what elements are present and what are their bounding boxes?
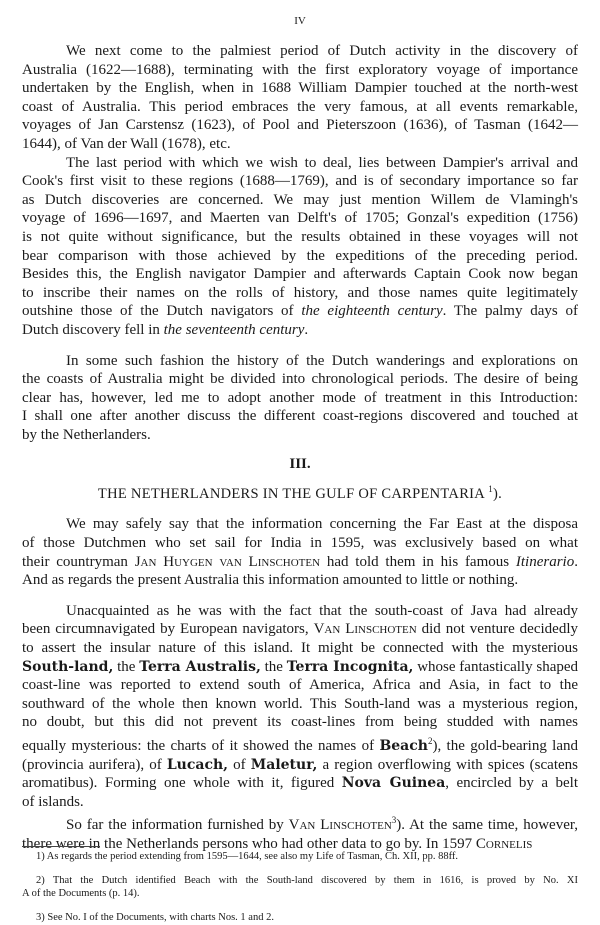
text-line xyxy=(22,732,578,756)
text-line xyxy=(22,426,578,445)
paragraph xyxy=(22,602,578,812)
text-line xyxy=(22,247,578,266)
intro-paragraphs xyxy=(22,42,578,444)
text-run: 2) That the Dutch identified Beach with the South-land discovered by them in 1616, is proved by No. XI xyxy=(36,875,578,887)
text-run: . xyxy=(304,321,309,338)
text-run: as Dutch discoveries are concerned. We may just mention Willem de Vlamingh's xyxy=(22,191,578,208)
text-run: 1) As regards the period extending from 1595—1644, see also my Life of Tasman, Ch. XII, pp. 88ff. xyxy=(36,851,458,862)
page-number: IV xyxy=(294,15,306,27)
text-run: voyages of Jan Carstensz (1623), of Pool and Pieterszoon (1636), of Tasman (1642— xyxy=(22,117,578,134)
text-line xyxy=(22,534,578,553)
text-run: been circumnavigated by European navigators, xyxy=(22,621,314,638)
section-number: III. xyxy=(289,456,311,473)
text-line xyxy=(22,265,578,284)
text-line xyxy=(22,515,578,534)
text-run: Dutch discovery fell in xyxy=(22,321,164,338)
text-run: by the Netherlanders. xyxy=(22,426,151,443)
text-run: I shall one after another discuss the different coast-regions discovered and touched at xyxy=(22,408,578,425)
text-line xyxy=(22,154,578,173)
text-run: bear comparison with those achieved by the expeditions of the preceding period. xyxy=(22,247,578,264)
italic-text: Itinerario xyxy=(515,553,575,570)
text-run: voyage of 1696—1697, and Maerten van Delft's of 1705; Gonzal's expedition (1756) xyxy=(22,210,578,227)
text-run: And as regards the present Australia this information amounted to little or nothing. xyxy=(22,572,519,589)
text-line xyxy=(22,553,578,572)
text-run: 1644), of Van der Wall (1678), etc. xyxy=(22,135,231,152)
bold-place-name: Beach xyxy=(379,738,428,755)
text-run: to assert the insular nature of this island. It might be connected with the mysterious xyxy=(22,640,578,657)
footnotes xyxy=(22,851,578,925)
bold-place-name: Maletur, xyxy=(250,756,318,773)
text-line xyxy=(22,389,578,408)
text-line xyxy=(22,756,578,775)
text-run: , encircled by a belt xyxy=(445,775,578,792)
footnote-divider xyxy=(22,846,100,847)
text-line xyxy=(22,875,578,887)
small-caps-name: Van Linschoten xyxy=(313,621,417,638)
text-run: whose fantastically shaped xyxy=(413,658,579,675)
text-run: equally mysterious: the charts of it showed the names of xyxy=(22,738,380,755)
text-line xyxy=(22,98,578,117)
paragraph xyxy=(22,515,578,589)
paragraph xyxy=(22,811,578,853)
text-run: We may safely say that the information concerning the Far East at the disposa xyxy=(66,516,578,533)
text-run: coast of Australia. This period embraces the very famous, at all events remarkable, xyxy=(22,98,578,115)
text-line xyxy=(22,61,578,80)
text-run: had told them in his famous xyxy=(320,553,516,570)
text-run: coast-line was reported to extend south of America, Africa and Asia, in fact to the xyxy=(22,677,578,694)
footnote-ref[interactable]: 1 xyxy=(488,484,494,495)
section-paragraphs xyxy=(22,515,578,853)
text-run: Cook's first visit to these regions (1688—1769), and is of secondary importance so far xyxy=(22,173,578,190)
text-run: We next come to the palmiest period of Dutch activity in the discovery of xyxy=(66,43,578,59)
text-run: is not quite without significance, but the results obtained in these voyages will not xyxy=(22,228,578,245)
text-run: In some such fashion the history of the Dutch wanderings and explorations on xyxy=(66,352,578,369)
text-run: to inscribe their names on the rolls of history, and those names quite legitimately xyxy=(22,284,578,301)
paragraph xyxy=(22,352,578,445)
text-line xyxy=(22,620,578,639)
text-run: there were in the Netherlands persons who had other data to go by. In 1597 xyxy=(22,835,476,852)
text-run: (provincia aurifera), of xyxy=(22,756,167,773)
paragraph xyxy=(22,154,578,340)
text-line xyxy=(22,321,578,340)
small-caps-name: Cornelis xyxy=(475,835,533,852)
text-line xyxy=(22,302,578,321)
bold-place-name: Nova Guinea xyxy=(341,775,446,792)
text-line xyxy=(22,774,578,793)
text-run: Unacquainted as he was with the fact that the south-coast of Java had already xyxy=(66,602,578,619)
small-caps-name: Jan Huygen van Linschoten xyxy=(134,553,321,570)
text-line xyxy=(22,352,578,371)
section-title-text: THE NETHERLANDERS IN THE GULF OF CARPENTARIA xyxy=(97,485,485,502)
text-run: Besides this, the English navigator Dampier and afterwards Captain Cook now began xyxy=(22,266,578,283)
text-run: their countryman xyxy=(22,553,135,570)
footnote-ref[interactable]: 3 xyxy=(391,815,397,826)
text-line xyxy=(22,116,578,135)
text-line xyxy=(22,209,578,228)
text-run: did not venture decidedly xyxy=(416,621,578,638)
section-title-tail: ). xyxy=(493,485,503,502)
italic-text: the seventeenth century xyxy=(163,321,305,338)
footnote xyxy=(22,851,578,863)
text-run: ), the gold-bearing land xyxy=(432,738,578,755)
text-line xyxy=(22,912,578,924)
bold-place-name: Lucach, xyxy=(166,756,229,773)
text-line xyxy=(22,191,578,210)
text-run: 3) See No. I of the Documents, with charts Nos. 1 and 2. xyxy=(36,912,274,924)
text-line xyxy=(22,135,578,154)
text-run: So far the information furnished by xyxy=(66,817,289,834)
text-run: . The palmy days of xyxy=(442,303,578,320)
text-line xyxy=(22,793,578,812)
text-line xyxy=(22,811,578,835)
text-line xyxy=(22,79,578,98)
bold-place-name: Terra Australis, xyxy=(139,658,261,675)
text-line xyxy=(22,658,578,677)
text-line xyxy=(22,713,578,732)
section-title xyxy=(22,480,578,503)
text-run: of those Dutchmen who set sail for India in 1595, was exclusively based on what xyxy=(22,535,578,552)
paragraph xyxy=(22,42,578,154)
text-run: clear has, however, led me to adopt another mode of treatment in this Introduction: xyxy=(22,389,578,406)
bold-place-name: South-land, xyxy=(22,658,114,675)
text-run: a region overflowing with spices (scatens xyxy=(317,756,578,773)
text-run: outshine those of the Dutch navigators of xyxy=(22,303,302,320)
italic-text: the eighteenth century xyxy=(301,303,443,320)
footnote xyxy=(22,912,578,924)
text-line xyxy=(22,888,578,900)
text-line xyxy=(22,370,578,389)
text-run: A of the Documents (p. 14). xyxy=(22,887,140,899)
footnote xyxy=(22,875,578,900)
text-run: ). At the same time, however, xyxy=(396,817,578,834)
text-run: no doubt, but this did not prevent its coast-lines from being studded with names xyxy=(22,714,578,731)
text-line xyxy=(22,676,578,695)
small-caps-name: Van Linschoten xyxy=(288,817,392,834)
text-line xyxy=(22,571,578,590)
text-run: the xyxy=(260,658,287,675)
footnote-ref[interactable]: 2 xyxy=(427,736,433,747)
text-line xyxy=(22,172,578,191)
text-run: of islands. xyxy=(22,793,84,810)
text-line xyxy=(22,695,578,714)
text-run: . xyxy=(574,553,578,570)
text-line xyxy=(22,602,578,621)
text-run: the xyxy=(113,658,140,675)
text-line xyxy=(22,42,578,61)
text-run: aromatibus). Forming one whole with it, figured xyxy=(22,775,342,792)
text-line xyxy=(22,407,578,426)
text-line xyxy=(22,284,578,303)
bold-place-name: Terra Incognita, xyxy=(286,658,414,675)
text-line xyxy=(22,639,578,658)
text-run: the coasts of Australia might be divided into chronological periods. The desire of being xyxy=(22,371,578,388)
text-run: of xyxy=(228,756,251,773)
text-run: Australia (1622—1688), terminating with the first exploratory voyage of importance xyxy=(22,61,578,78)
text-line xyxy=(22,851,578,863)
text-run: The last period with which we wish to deal, lies between Dampier's arrival and xyxy=(66,154,578,171)
text-run: southward of the whole then known world. This South-land was a mysterious region, xyxy=(22,695,578,712)
text-line xyxy=(22,228,578,247)
page-body xyxy=(22,42,578,854)
text-run: undertaken by the English, when in 1688 William Dampier touched at the north-west xyxy=(22,80,578,97)
